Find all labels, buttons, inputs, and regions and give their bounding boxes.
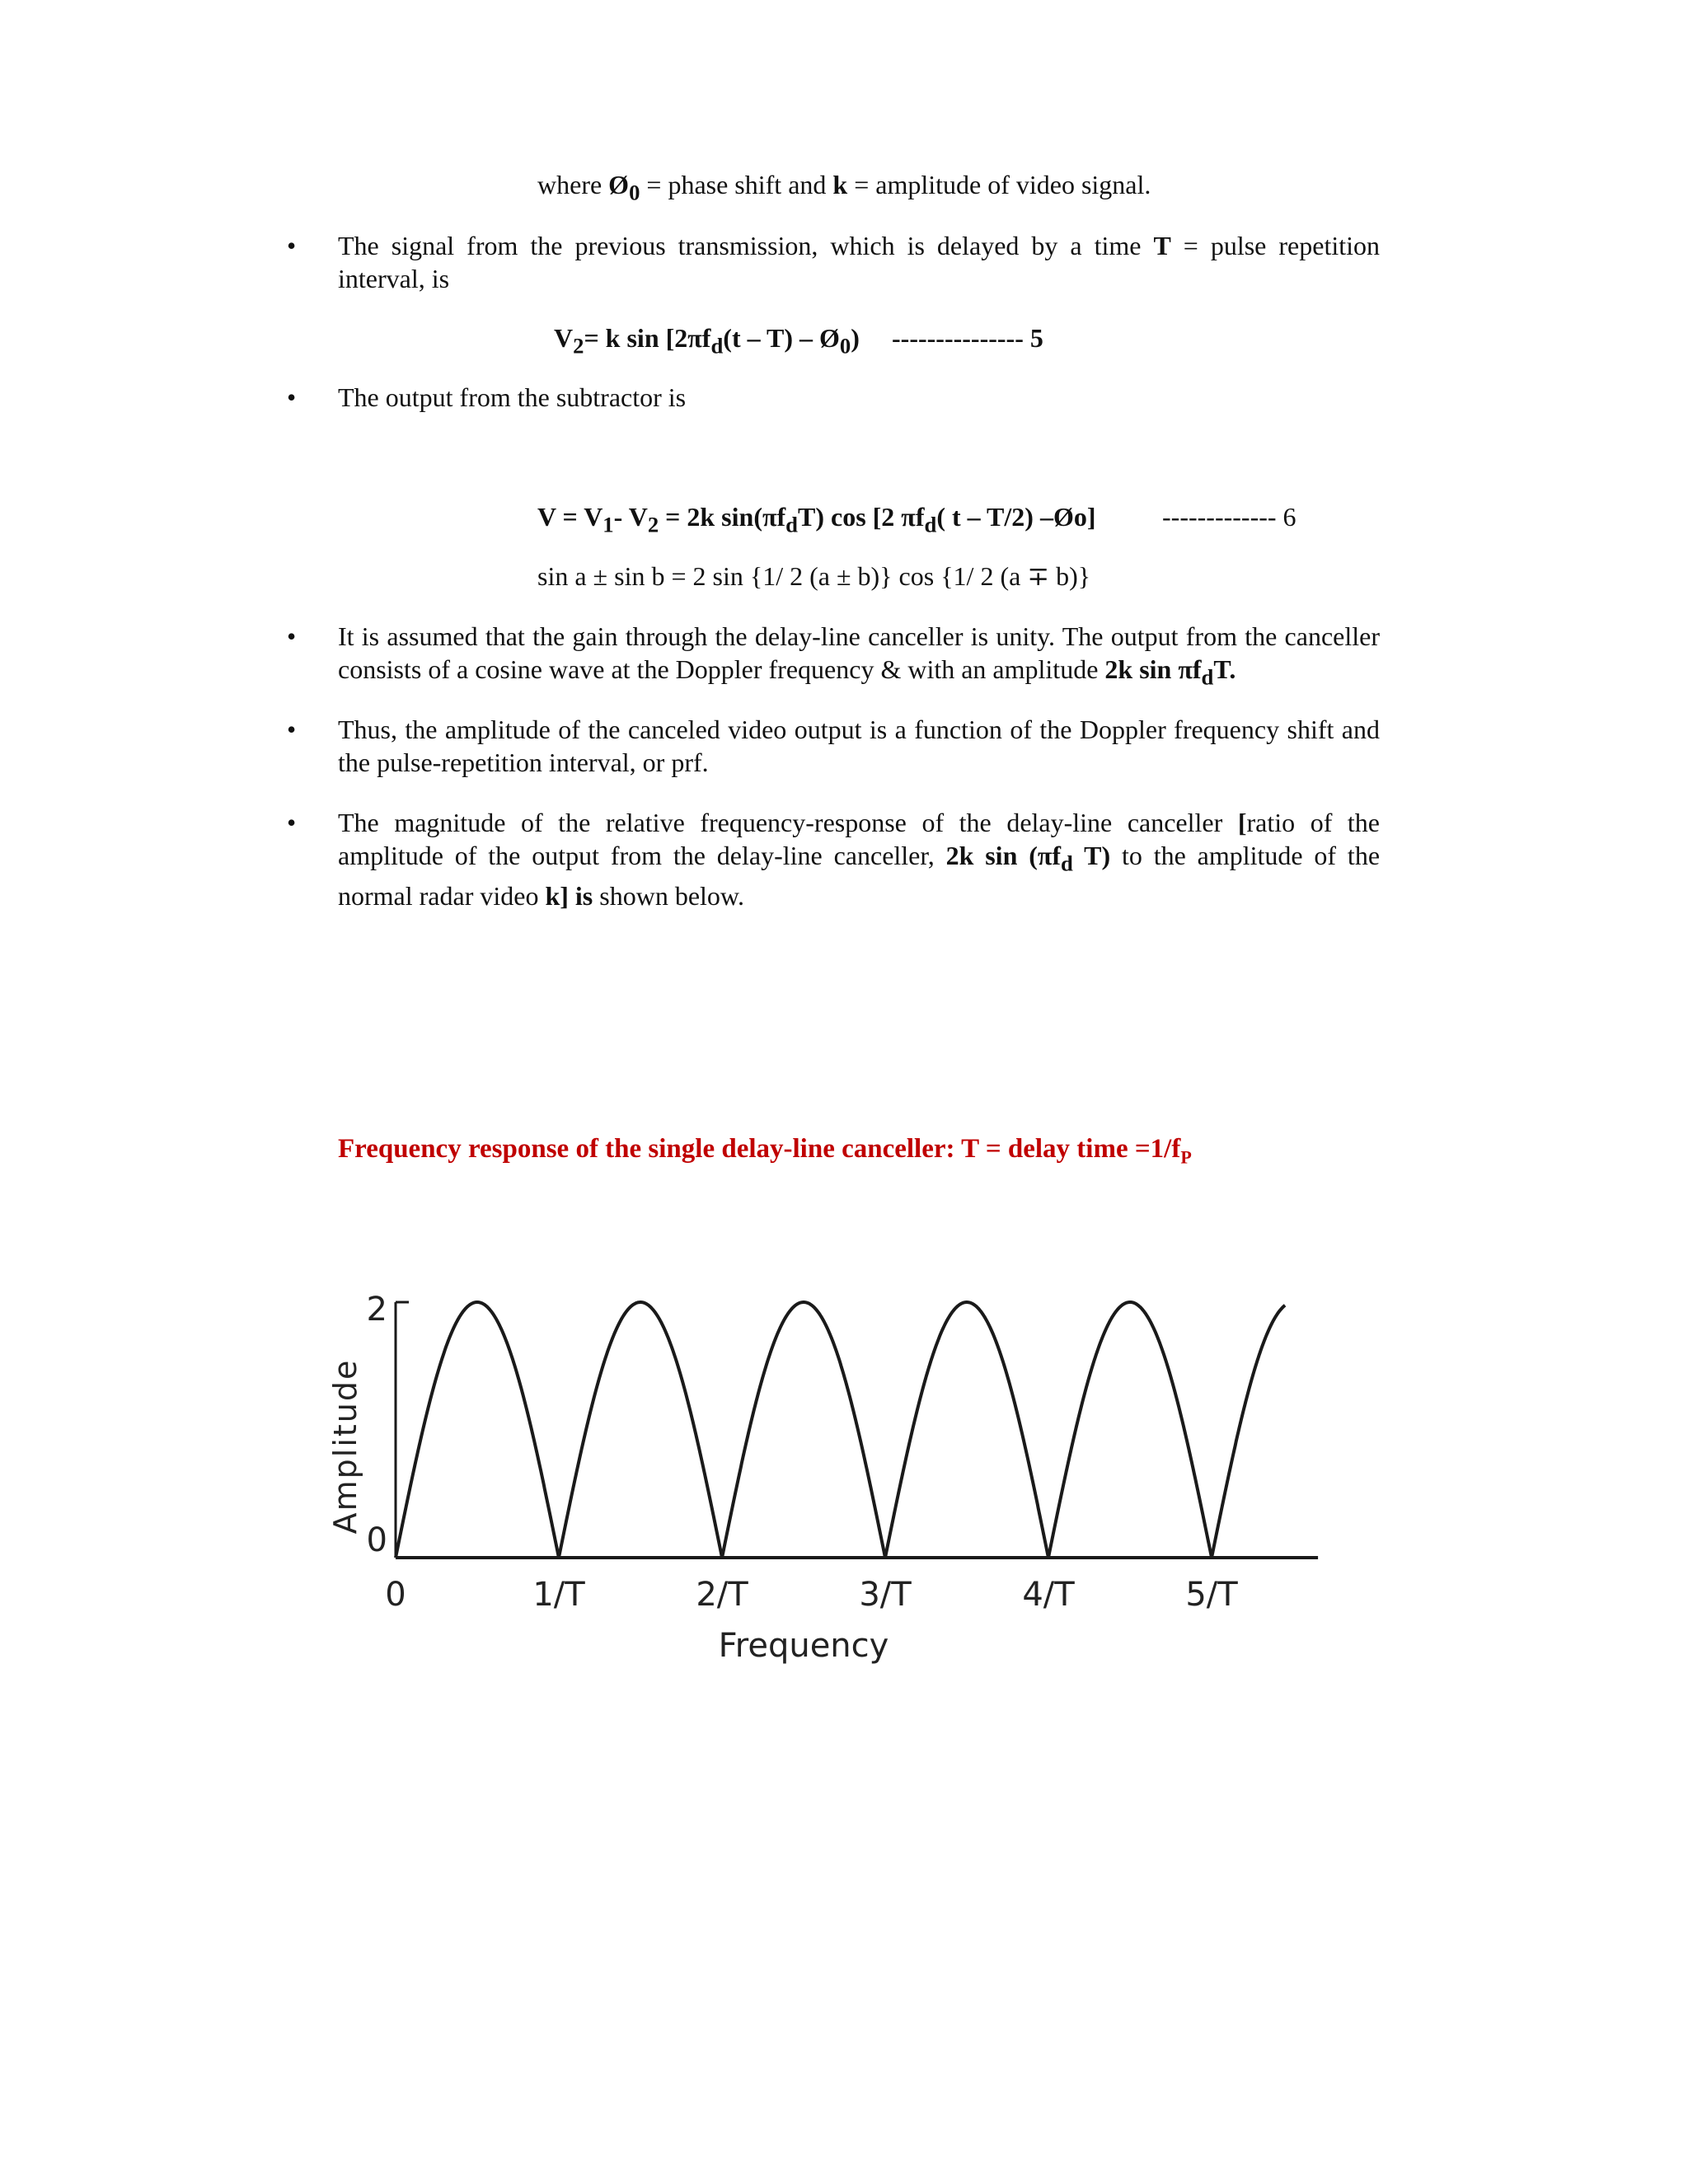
freq-text-4: shown below. — [593, 881, 744, 912]
freq-bold-end: T) — [1072, 841, 1111, 870]
k-symbol: k — [832, 170, 848, 199]
bullet-marker: • — [287, 621, 297, 651]
paragraph-canceller-gain — [338, 620, 1380, 693]
y-tick-label-0: 0 — [366, 1521, 387, 1559]
freq-text-3: to the amplitude of the normal radar video — [338, 841, 1381, 912]
bullet-marker: • — [287, 382, 297, 412]
caption-sub: P — [1180, 1146, 1192, 1168]
amplitude-sub: d — [1201, 664, 1214, 690]
x-tick-label-0: 0 — [385, 1576, 406, 1614]
bullet-marker: • — [287, 231, 297, 260]
eq5-v-sub: 2 — [573, 333, 584, 359]
eq5-part-b: = k sin [2πf — [584, 323, 711, 353]
paragraph-delayed-signal — [338, 229, 1380, 295]
equation-6 — [537, 500, 1095, 541]
eq5-part-d: ) — [851, 323, 860, 353]
y-tick-label-2: 2 — [366, 1291, 387, 1329]
freq-text-1: The magnitude of the relative frequency-response of the delay-line canceller — [338, 808, 1238, 837]
y-axis-label: Amplitude — [327, 1358, 363, 1535]
x-tick-label-1: 1/T — [532, 1576, 585, 1614]
freq-bold-3: k] is — [545, 881, 593, 912]
x-axis-label: Frequency — [718, 1627, 889, 1665]
chart-labels — [327, 1291, 1238, 1665]
delayed-signal-text-a: The signal from the previous transmission, which is delayed by a time — [338, 231, 1154, 260]
freq-text-2: ratio of the amplitude of the output from the delay-line canceller, — [338, 808, 1380, 870]
phi-symbol: Ø — [608, 170, 630, 199]
freq-bold-sub: d — [1061, 851, 1073, 876]
amplitude-text: = amplitude of video signal. — [847, 170, 1151, 199]
amplitude-end: T. — [1213, 654, 1236, 684]
eq6-part-5: ( t – T/2) –Øo] — [936, 502, 1096, 532]
eq6-sub-2: 2 — [647, 512, 659, 537]
equation-5 — [554, 321, 860, 362]
chart-curve-group — [396, 1302, 1285, 1558]
canceller-gain-text: It is assumed that the gain through the delay-line canceller is unity. The output from the canceller consists of a cosine wave at the Doppler frequency & with an amplitude — [338, 621, 1380, 684]
paragraph-subtractor-output: The output from the subtractor is — [338, 382, 687, 412]
eq6-sub-3: d — [785, 512, 798, 537]
eq6-part-4: T) cos [2 πf — [797, 502, 925, 532]
figure-caption — [338, 1132, 1192, 1174]
eq5-part-c: (t – T) – Ø — [723, 323, 840, 353]
eq6-part-2: - V — [613, 502, 648, 532]
bullet-marker: • — [287, 715, 297, 744]
eq6-sub-4: d — [924, 512, 937, 537]
freq-bracket: [ — [1237, 808, 1247, 837]
caption-text: Frequency response of the single delay-line canceller: T = delay time =1/f — [338, 1134, 1181, 1164]
eq5-sub-d: d — [710, 333, 724, 359]
eq6-sub-1: 1 — [603, 512, 614, 537]
paragraph-amplitude-function: Thus, the amplitude of the canceled video output is a function of the Doppler frequency shift and the pulse-repetition interval, or prf. — [338, 715, 1380, 777]
x-tick-label-2: 2/T — [696, 1576, 748, 1614]
eq5-v: V — [554, 323, 574, 353]
eq6-part-3: = 2k sin(πf — [659, 502, 786, 532]
phase-shift-text: = phase shift and — [640, 170, 833, 199]
where-text: where — [537, 170, 609, 199]
t-symbol: T — [1153, 231, 1171, 260]
x-tick-label-4: 4/T — [1022, 1576, 1075, 1614]
phi-subscript: 0 — [629, 180, 640, 205]
bullet-marker: • — [287, 808, 297, 837]
frequency-response-chart — [313, 1269, 1335, 1698]
paragraph-frequency-response — [338, 806, 1380, 912]
equation-5-number: --------------- 5 — [892, 323, 1043, 353]
eq6-part-1: V = V — [537, 502, 603, 532]
phase-shift-definition — [537, 168, 1151, 209]
freq-bold-2: 2k sin (πf — [945, 841, 1062, 870]
amplitude-expression: 2k sin πf — [1104, 654, 1202, 684]
delayed-signal-text-b: = pulse repetition interval, is — [338, 231, 1381, 293]
x-tick-label-5: 5/T — [1185, 1576, 1238, 1614]
trig-identity: sin a ± sin b = 2 sin {1/ 2 (a ± b)} cos {1/ 2 (a ∓ b)} — [537, 561, 1091, 591]
response-curve — [396, 1302, 1285, 1558]
equation-6-number: ------------- 6 — [1162, 502, 1296, 532]
x-tick-label-3: 3/T — [859, 1576, 912, 1614]
eq5-sub-0: 0 — [839, 333, 851, 359]
